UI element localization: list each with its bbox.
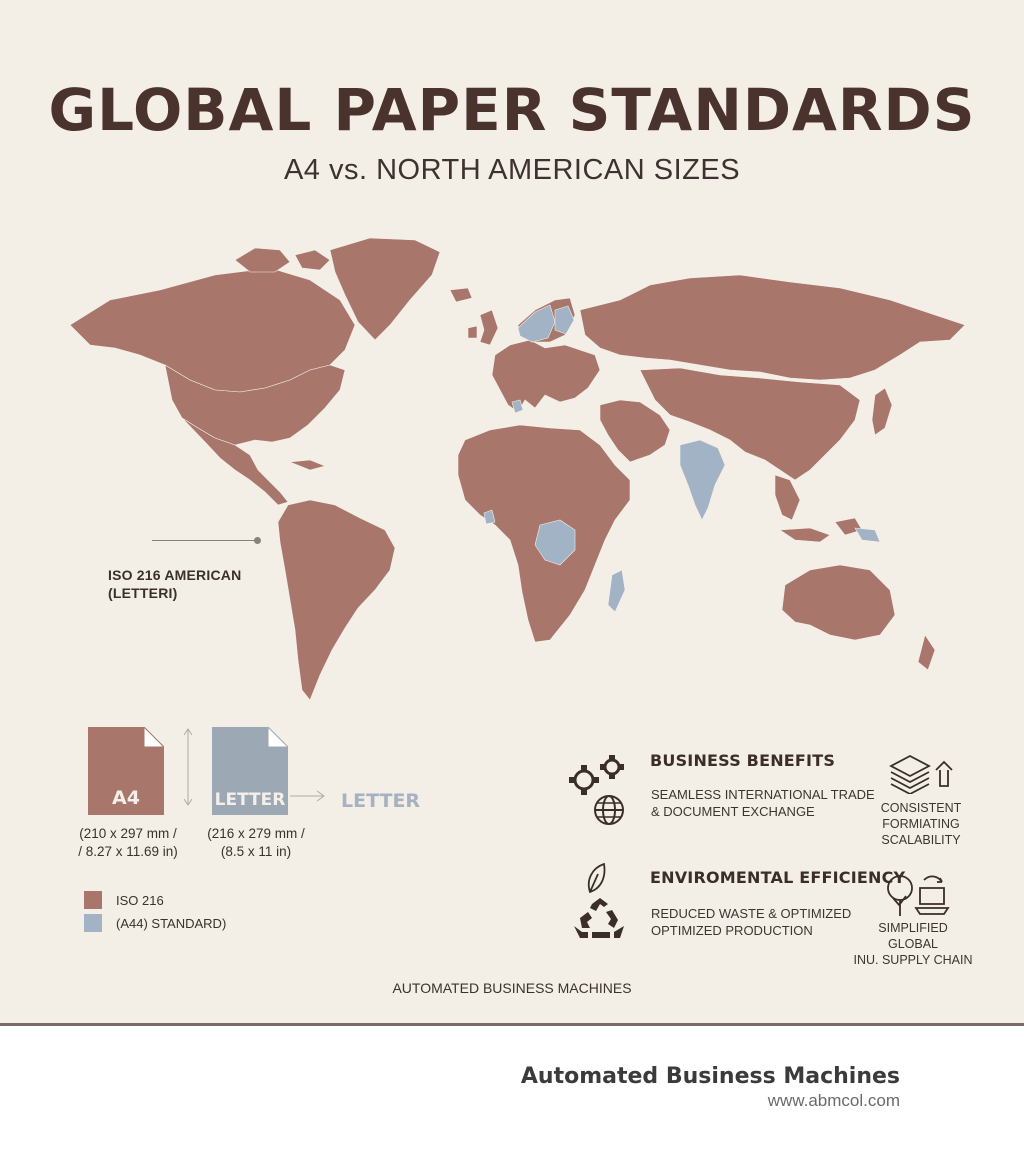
callout-line1: ISO 216 AMERICAN [108, 567, 242, 583]
environmental-line2: OPTIMIZED PRODUCTION [651, 923, 813, 938]
map-region-arctic-islands [235, 248, 290, 272]
map-region-india [680, 440, 725, 520]
page-title: GLOBAL PAPER STANDARDS [48, 76, 976, 144]
environmental-title: ENVIROMENTAL EFFICIENCY [650, 868, 906, 887]
environmental-text [651, 905, 851, 939]
consistent-text [870, 800, 972, 848]
environmental-line1: REDUCED WASTE & OPTIMIZED [651, 906, 852, 921]
business-benefits-line1: SEAMLESS INTERNATIONAL TRADE [651, 787, 875, 802]
a4-paper-icon [88, 727, 164, 815]
footer-area [0, 1026, 1024, 1154]
a4-label: A4 [112, 787, 140, 809]
letter-label: LETTER [214, 790, 286, 810]
letter-arrow-label: LETTER [341, 790, 421, 812]
legend-item-letter [84, 914, 226, 932]
map-region-south-america [278, 500, 395, 700]
leaf-recycle-icon [570, 862, 630, 942]
map-region-new-guinea [855, 528, 880, 542]
map-region-madagascar [608, 570, 625, 612]
tree-laptop-icon [882, 872, 952, 918]
map-region-middle-east [600, 400, 670, 462]
consistent-line2: FORMIATING [882, 817, 960, 831]
consistent-line1: CONSISTENT [880, 801, 962, 815]
letter-dims-line2: (8.5 x 11 in) [220, 844, 292, 859]
legend-swatch-letter [84, 914, 102, 932]
arrow-right-icon [290, 789, 326, 803]
map-region-asia [640, 368, 860, 480]
footer-note: AUTOMATED BUSINESS MACHINES [392, 980, 632, 996]
map-region-australia [782, 565, 895, 640]
letter-dimensions [200, 825, 312, 861]
a4-dims-line1: (210 x 297 mm / [79, 826, 177, 841]
page-subtitle: A4 vs. NORTH AMERICAN SIZES [283, 154, 741, 186]
business-benefits-title: BUSINESS BENEFITS [650, 751, 836, 770]
stacked-paper-arrow-icon [888, 752, 958, 794]
supply-line1: SIMPLIFIED GLOBAL [878, 921, 948, 951]
map-callout-label [108, 566, 241, 602]
a4-dims-line2: / 8.27 x 11.69 in) [78, 844, 178, 859]
legend-swatch-iso [84, 891, 102, 909]
business-benefits-line2: & DOCUMENT EXCHANGE [651, 804, 815, 819]
map-region-europe [492, 340, 600, 412]
legend-label-letter: (A44) STANDARD) [116, 915, 227, 931]
legend-item-iso [84, 891, 164, 909]
double-arrow-vertical-icon [184, 728, 192, 806]
letter-dims-line1: (216 x 279 mm / [207, 826, 305, 841]
callout-dot [254, 537, 261, 544]
brand-name: Automated Business Machines [520, 1064, 900, 1089]
supply-line2: INU. SUPPLY CHAIN [853, 953, 973, 967]
brand-url[interactable]: www.abmcol.com [767, 1091, 900, 1110]
letter-paper-icon [212, 727, 288, 815]
map-region-japan [872, 388, 892, 435]
consistent-line3: SCALABILITY [881, 833, 961, 847]
business-benefits-text [651, 786, 875, 820]
callout-line [152, 540, 256, 541]
supply-chain-text [852, 920, 974, 968]
a4-dimensions [76, 825, 180, 861]
map-region-russia [580, 275, 965, 380]
map-region-southeast-asia [775, 475, 800, 520]
legend-label-iso: ISO 216 [116, 892, 164, 908]
world-map [40, 230, 980, 710]
map-region-uk [480, 310, 498, 345]
callout-line2: (LETTERI) [108, 585, 178, 601]
gears-globe-icon [564, 752, 634, 830]
